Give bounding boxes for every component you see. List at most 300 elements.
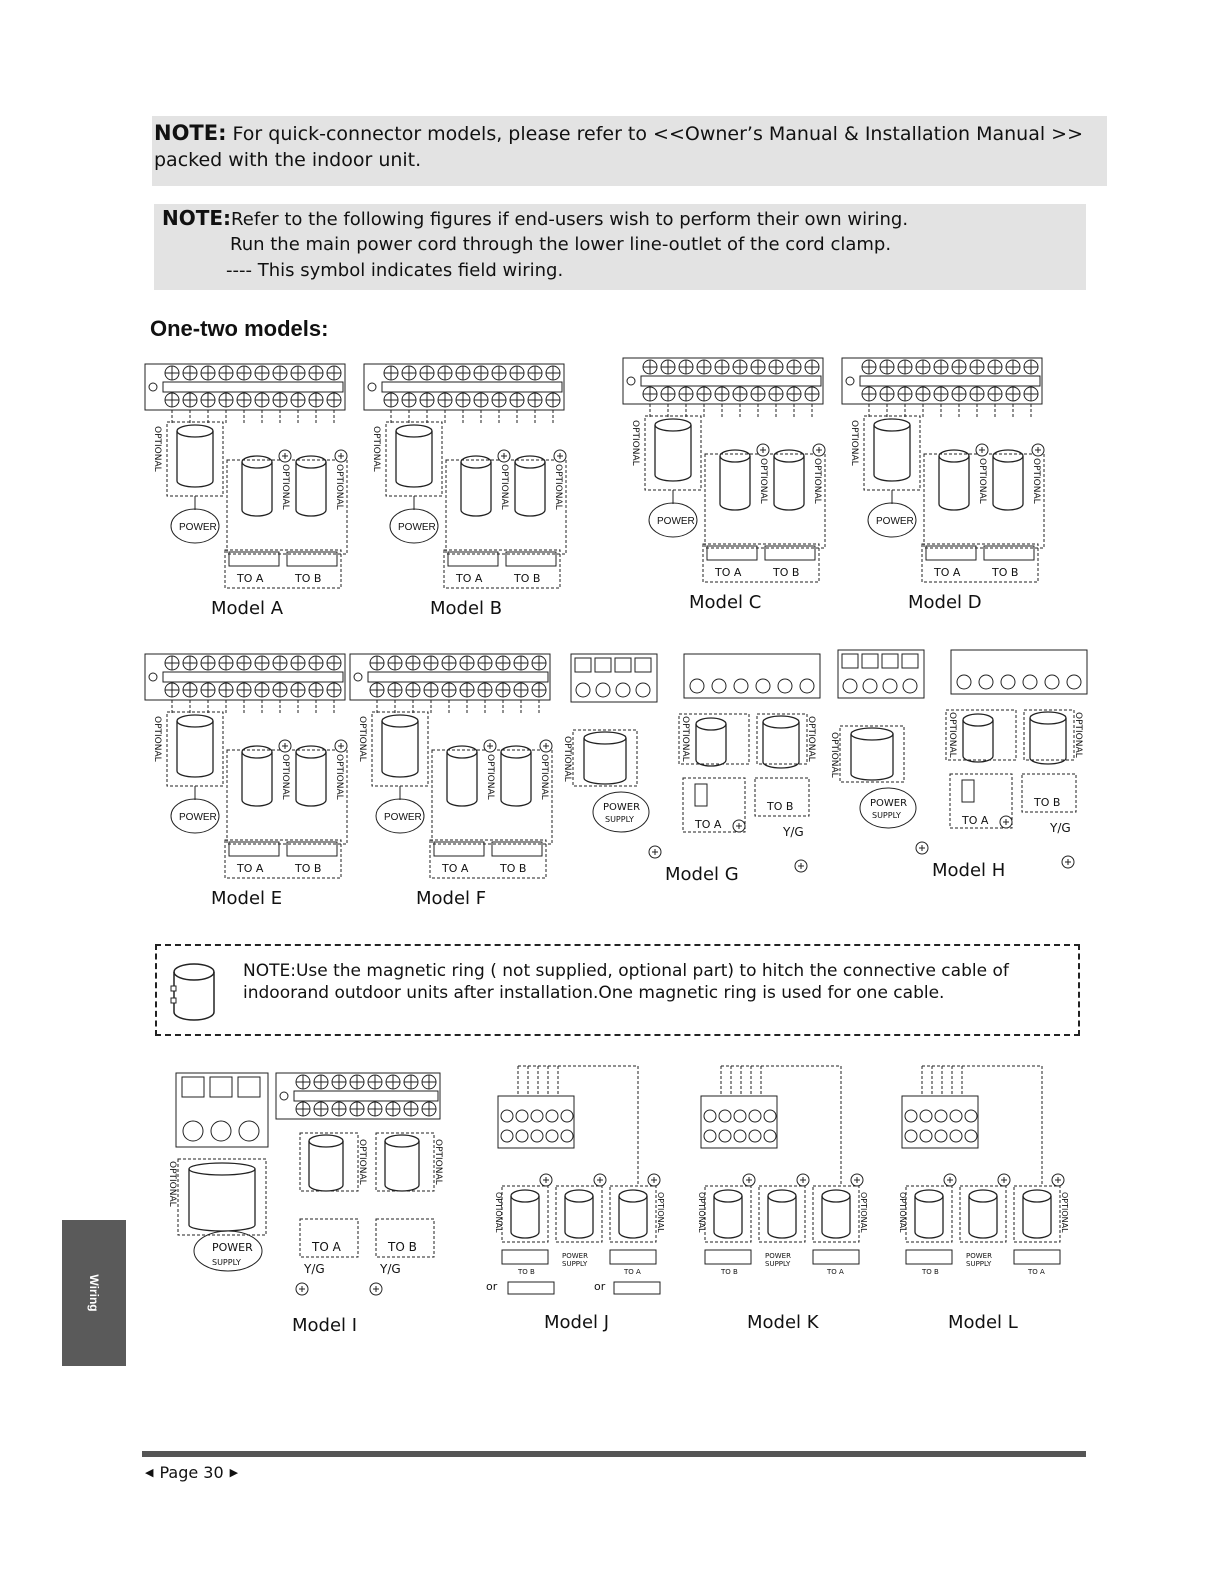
terminal-screw — [576, 683, 590, 697]
power-terminal-block — [176, 1073, 268, 1147]
model-caption-i: Model I — [292, 1315, 358, 1336]
to-b-label: TO B — [1034, 796, 1061, 809]
magnetic-ring — [874, 419, 910, 481]
optional-box — [167, 422, 223, 496]
terminal-screw — [863, 679, 877, 693]
terminal-block — [276, 1073, 440, 1119]
ring-bottom — [511, 1232, 539, 1238]
terminal-screw — [575, 658, 591, 672]
terminal-screw — [734, 679, 748, 693]
connector-plug — [962, 780, 974, 802]
optional-label: OPTIONAL — [485, 754, 495, 800]
optional-label: OPTIONAL — [562, 736, 572, 782]
to-a-label: TO A — [624, 1268, 641, 1276]
terminal-screw — [903, 679, 917, 693]
magnetic-ring — [696, 718, 726, 766]
note-text-line2: packed with the indoor unit. — [154, 149, 422, 171]
ring-top — [309, 1135, 343, 1147]
yg-label: Y/G — [380, 1262, 401, 1276]
power-label: POWER — [562, 1252, 588, 1260]
terminal-screw — [546, 1130, 558, 1142]
to-a-label: TO A — [934, 566, 961, 579]
ring-bottom — [189, 1225, 255, 1231]
ring-top — [447, 746, 477, 758]
optional-label: OPTIONAL — [898, 1192, 907, 1233]
ring-top — [382, 715, 418, 727]
optional-label: OPTIONAL — [1060, 1192, 1069, 1233]
power-label: POWER — [966, 1252, 992, 1260]
optional-box — [1014, 1186, 1060, 1242]
power-label: POWER — [398, 522, 436, 533]
to-a-label: TO A — [962, 814, 989, 827]
terminal-label-strip — [382, 382, 562, 392]
note-text-line1: Refer to the following figures if end-users wish to perform their own wiring. — [231, 209, 909, 230]
terminal-screw — [935, 1130, 947, 1142]
magnetic-ring — [619, 1190, 647, 1238]
magnetic-ring — [501, 746, 531, 806]
magnetic-ring — [242, 746, 272, 806]
ring-top — [1023, 1190, 1051, 1202]
to-a-label: TO A — [237, 572, 264, 585]
terminal-hole — [149, 673, 157, 681]
model-caption-l: Model L — [948, 1312, 1018, 1333]
next-page-icon[interactable]: ▶ — [229, 1466, 239, 1479]
ring-top — [189, 1163, 255, 1175]
magnetic-ring — [385, 1135, 419, 1191]
ring-bottom — [655, 475, 691, 481]
terminal-hole — [354, 673, 362, 681]
optional-label: OPTIONAL — [697, 1192, 706, 1233]
supply-label: SUPPLY — [605, 815, 634, 824]
ring-bottom — [993, 504, 1023, 510]
to-b-label: TO B — [388, 1240, 417, 1254]
page-navigation — [145, 1463, 238, 1482]
ring-bottom — [763, 762, 799, 768]
to-a-label: TO A — [1028, 1268, 1045, 1276]
supply-label: SUPPLY — [966, 1260, 992, 1268]
to-b-label: TO B — [295, 862, 322, 875]
terminal-screw — [516, 1130, 528, 1142]
terminal-screw — [210, 1077, 232, 1097]
ring-bottom — [822, 1232, 850, 1238]
terminal-screw — [182, 1077, 204, 1097]
magnetic-ring — [720, 450, 750, 510]
terminal-label-strip — [368, 672, 548, 682]
optional-label: OPTIONAL — [806, 716, 816, 762]
ring-bottom — [242, 510, 272, 516]
magnetic-ring — [189, 1163, 255, 1231]
ring-bottom — [1023, 1232, 1051, 1238]
optional-label: OPTIONAL — [357, 716, 367, 762]
ring-top — [584, 732, 626, 744]
terminal-screw — [935, 1110, 947, 1122]
optional-label: OPTIONAL — [553, 464, 563, 510]
ring-top — [969, 1190, 997, 1202]
terminal-screw — [238, 1077, 260, 1097]
to-a-label: TO A — [695, 818, 722, 831]
yg-label: Y/G — [1050, 821, 1071, 835]
terminal-screw — [531, 1110, 543, 1122]
optional-label: OPTIONAL — [280, 754, 290, 800]
terminal-screw — [965, 1130, 977, 1142]
terminal-block — [364, 364, 564, 410]
note-label: NOTE: — [154, 121, 227, 145]
optional-label: OPTIONAL — [152, 426, 162, 472]
ring-bottom — [565, 1232, 593, 1238]
magnetic-ring — [768, 1190, 796, 1238]
ring-top — [1030, 712, 1066, 724]
magnetic-ring — [309, 1135, 343, 1191]
optional-box — [502, 1186, 548, 1242]
optional-label: OPTIONAL — [357, 1139, 367, 1185]
ring-bottom — [874, 475, 910, 481]
optional-label: OPTIONAL — [829, 732, 839, 778]
to-a-label: TO A — [442, 862, 469, 875]
terminal-screw — [902, 654, 918, 668]
terminal-block — [684, 654, 820, 698]
ring-top — [242, 746, 272, 758]
magnetic-ring — [242, 456, 272, 516]
ring-top — [915, 1190, 943, 1202]
ring-bottom — [939, 504, 969, 510]
terminal-screw — [882, 654, 898, 668]
ring-bottom — [296, 510, 326, 516]
magnetic-ring — [584, 732, 626, 784]
ring-top — [565, 1190, 593, 1202]
terminal-label-strip — [502, 1250, 548, 1264]
ring-bottom — [501, 800, 531, 806]
optional-label: OPTIONAL — [433, 1139, 443, 1185]
optional-box — [813, 1186, 859, 1242]
supply-label: SUPPLY — [562, 1260, 588, 1268]
optional-label: OPTIONAL — [167, 1161, 177, 1207]
note-label: NOTE: — [162, 206, 232, 230]
terminal-screw — [239, 1121, 259, 1141]
terminal-block — [623, 358, 823, 404]
optional-box — [906, 1186, 952, 1242]
terminal-screw — [778, 679, 792, 693]
to-b-label: TO B — [500, 862, 527, 875]
optional-label: OPTIONAL — [1073, 712, 1083, 758]
side-tab-label: Wiring — [87, 1274, 101, 1312]
ring-bottom — [1030, 758, 1066, 764]
ring-bottom — [774, 504, 804, 510]
note-text-line3: ---- This symbol indicates field wiring. — [226, 260, 564, 281]
optional-label: OPTIONAL — [152, 716, 162, 762]
terminal-screw — [979, 675, 993, 689]
ring-top — [296, 456, 326, 468]
power-label: POWER — [876, 516, 914, 527]
terminal-screw — [756, 679, 770, 693]
optional-label: OPTIONAL — [947, 712, 957, 758]
model-caption-a: Model A — [211, 598, 284, 619]
terminal-hole — [280, 1092, 288, 1100]
section-title: One-two models: — [150, 316, 329, 341]
power-label: POWER — [603, 802, 641, 813]
ring-bottom — [296, 800, 326, 806]
power-label: POWER — [179, 812, 217, 823]
terminal-screw — [616, 683, 630, 697]
terminal-screw — [501, 1110, 513, 1122]
terminal-screw — [1067, 675, 1081, 689]
terminal-screw — [862, 654, 878, 668]
power-label: POWER — [212, 1241, 253, 1254]
or-label: or — [486, 1280, 498, 1293]
ring-top — [177, 425, 213, 437]
ring-bottom — [584, 778, 626, 784]
terminal-label-strip — [860, 376, 1040, 386]
optional-label: OPTIONAL — [371, 426, 381, 472]
terminal-screw — [883, 679, 897, 693]
terminal-screw — [595, 658, 611, 672]
optional-label: OPTIONAL — [494, 1192, 503, 1233]
ring-top — [963, 714, 993, 726]
magnetic-ring — [993, 450, 1023, 510]
magnetic-ring — [969, 1190, 997, 1238]
magnetic-ring — [177, 715, 213, 777]
ring-top — [720, 450, 750, 462]
terminal-label-strip — [906, 1250, 952, 1264]
ring-bottom — [619, 1232, 647, 1238]
magnetic-ring — [822, 1190, 850, 1238]
magnetic-ring — [511, 1190, 539, 1238]
connector-plug — [695, 784, 707, 806]
ring-bottom — [382, 771, 418, 777]
power-label: POWER — [384, 812, 422, 823]
optional-box — [167, 712, 223, 786]
terminal-screw — [1045, 675, 1059, 689]
model-caption-d: Model D — [908, 592, 982, 613]
magnetic-ring — [963, 714, 993, 762]
terminal-label-strip — [610, 1250, 656, 1264]
optional-label: OPTIONAL — [539, 754, 549, 800]
ring-bottom — [385, 1185, 419, 1191]
ring-top — [461, 456, 491, 468]
terminal-label-strip — [163, 672, 343, 682]
ring-top — [396, 425, 432, 437]
optional-box — [645, 416, 701, 490]
footer-rule — [142, 1451, 1086, 1457]
terminal-label-strip — [508, 1282, 554, 1294]
supply-label: SUPPLY — [765, 1260, 791, 1268]
magnetic-ring — [515, 456, 545, 516]
ring-top — [515, 456, 545, 468]
ring-top — [511, 1190, 539, 1202]
terminal-label-strip — [614, 1282, 660, 1294]
terminal-screw — [561, 1130, 573, 1142]
magnetic-ring-icon — [169, 962, 219, 1024]
model-caption-b: Model B — [430, 598, 503, 619]
magnetic-ring — [851, 728, 893, 780]
to-a-label: TO A — [456, 572, 483, 585]
prev-page-icon[interactable]: ◀ — [145, 1466, 154, 1479]
terminal-label-strip — [641, 376, 821, 386]
optional-box — [573, 730, 637, 786]
magnetic-ring — [461, 456, 491, 516]
terminal-screw — [905, 1130, 917, 1142]
to-b-label: TO B — [767, 800, 794, 813]
terminal-screw — [965, 1110, 977, 1122]
terminal-screw — [501, 1130, 513, 1142]
terminal-screw — [905, 1110, 917, 1122]
terminal-label-strip — [163, 382, 343, 392]
power-terminal-block — [571, 654, 657, 702]
terminal-screw — [734, 1130, 746, 1142]
ring-top — [655, 419, 691, 431]
magnetic-ring — [296, 746, 326, 806]
terminal-block — [350, 654, 550, 700]
magnetic-ring — [1023, 1190, 1051, 1238]
ring-top — [822, 1190, 850, 1202]
optional-label: OPTIONAL — [849, 420, 859, 466]
optional-label: OPTIONAL — [656, 1192, 665, 1233]
terminal-screw — [920, 1110, 932, 1122]
to-b-label: TO B — [922, 1268, 939, 1276]
terminal-screw — [764, 1130, 776, 1142]
model-caption-k: Model K — [747, 1312, 819, 1333]
terminal-label-strip — [294, 1091, 438, 1101]
magnetic-ring — [774, 450, 804, 510]
terminal-hole — [846, 377, 854, 385]
terminal-screw — [704, 1110, 716, 1122]
to-b-label: TO B — [992, 566, 1019, 579]
terminal-screw — [749, 1110, 761, 1122]
ring-bottom — [461, 510, 491, 516]
optional-label: OPTIONAL — [812, 458, 822, 504]
ring-top — [874, 419, 910, 431]
power-label: POWER — [870, 798, 908, 809]
model-caption-g: Model G — [665, 864, 739, 885]
optional-box — [759, 1186, 805, 1242]
ring-bottom — [720, 504, 750, 510]
ring-top — [619, 1190, 647, 1202]
or-label: or — [594, 1280, 606, 1293]
optional-box — [178, 1159, 266, 1235]
note-text-line2: Run the main power cord through the lower line-outlet of the cord clamp. — [230, 234, 892, 255]
to-a-label: TO A — [237, 862, 264, 875]
terminal-label-strip — [705, 1250, 751, 1264]
ring-bottom — [963, 756, 993, 762]
power-label: POWER — [657, 516, 695, 527]
terminal-screw — [636, 683, 650, 697]
ring-bottom — [851, 774, 893, 780]
to-b-label: TO B — [514, 572, 541, 585]
magnetic-ring — [565, 1190, 593, 1238]
optional-box — [864, 416, 920, 490]
magnetic-ring — [939, 450, 969, 510]
section-side-tab — [62, 1220, 126, 1366]
model-caption-h: Model H — [932, 860, 1006, 881]
ring-bottom — [396, 481, 432, 487]
magnetic-ring — [177, 425, 213, 487]
to-b-label: TO B — [721, 1268, 738, 1276]
terminal-screw — [749, 1130, 761, 1142]
optional-box — [705, 1186, 751, 1242]
ring-top — [768, 1190, 796, 1202]
ring-top — [501, 746, 531, 758]
terminal-block — [842, 358, 1042, 404]
wiring-diagram-shapes — [145, 358, 1087, 1336]
ring-top — [296, 746, 326, 758]
terminal-screw — [950, 1110, 962, 1122]
ring-top — [696, 718, 726, 730]
terminal-screw — [843, 679, 857, 693]
power-label: POWER — [765, 1252, 791, 1260]
terminal-hole — [149, 383, 157, 391]
optional-box — [960, 1186, 1006, 1242]
model-caption-c: Model C — [689, 592, 762, 613]
ring-top — [242, 456, 272, 468]
terminal-screw — [950, 1130, 962, 1142]
terminal-screw — [704, 1130, 716, 1142]
optional-box — [386, 422, 442, 496]
ring-bottom — [447, 800, 477, 806]
terminal-screw — [734, 1110, 746, 1122]
ring-top — [763, 716, 799, 728]
ring-bottom — [915, 1232, 943, 1238]
terminal-hole — [368, 383, 376, 391]
magnetic-ring — [763, 716, 799, 768]
ring-bottom — [696, 760, 726, 766]
terminal-label-strip — [1014, 1250, 1060, 1264]
model-caption-e: Model E — [211, 888, 283, 909]
page-number: Page 30 — [159, 1463, 224, 1482]
terminal-screw — [719, 1110, 731, 1122]
ring-top — [993, 450, 1023, 462]
supply-label: SUPPLY — [212, 1258, 241, 1267]
terminal-screw — [1023, 675, 1037, 689]
ring-top — [774, 450, 804, 462]
to-b-label: TO B — [295, 572, 322, 585]
magnetic-ring — [1030, 712, 1066, 764]
magnetic-ring — [655, 419, 691, 481]
terminal-screw — [957, 675, 971, 689]
optional-label: OPTIONAL — [499, 464, 509, 510]
optional-label: OPTIONAL — [280, 464, 290, 510]
model-caption-j: Model J — [544, 1312, 610, 1333]
optional-label: OPTIONAL — [859, 1192, 868, 1233]
yg-label: Y/G — [304, 1262, 325, 1276]
terminal-screw — [546, 1110, 558, 1122]
terminal-screw — [561, 1110, 573, 1122]
terminal-screw — [800, 679, 814, 693]
ring-bottom — [309, 1185, 343, 1191]
to-a-label: TO A — [827, 1268, 844, 1276]
to-b-label: TO B — [773, 566, 800, 579]
optional-box — [372, 712, 428, 786]
optional-label: OPTIONAL — [758, 458, 768, 504]
magnetic-ring — [714, 1190, 742, 1238]
magnetic-ring-note — [155, 944, 1080, 1036]
optional-box — [840, 726, 904, 782]
terminal-screw — [920, 1130, 932, 1142]
optional-label: OPTIONAL — [630, 420, 640, 466]
terminal-block — [951, 650, 1087, 694]
terminal-screw — [712, 679, 726, 693]
terminal-screw — [842, 654, 858, 668]
magnetic-ring — [382, 715, 418, 777]
power-label: POWER — [179, 522, 217, 533]
terminal-screw — [183, 1121, 203, 1141]
to-b-label: TO B — [518, 1268, 535, 1276]
terminal-block — [145, 364, 345, 410]
ring-top — [939, 450, 969, 462]
terminal-hole — [627, 377, 635, 385]
note-text-line1: For quick-connector models, please refer to <<Owner’s Manual & Installation Manual >> — [226, 123, 1084, 145]
optional-box — [556, 1186, 602, 1242]
terminal-label-strip — [813, 1250, 859, 1264]
terminal-screw — [531, 1130, 543, 1142]
